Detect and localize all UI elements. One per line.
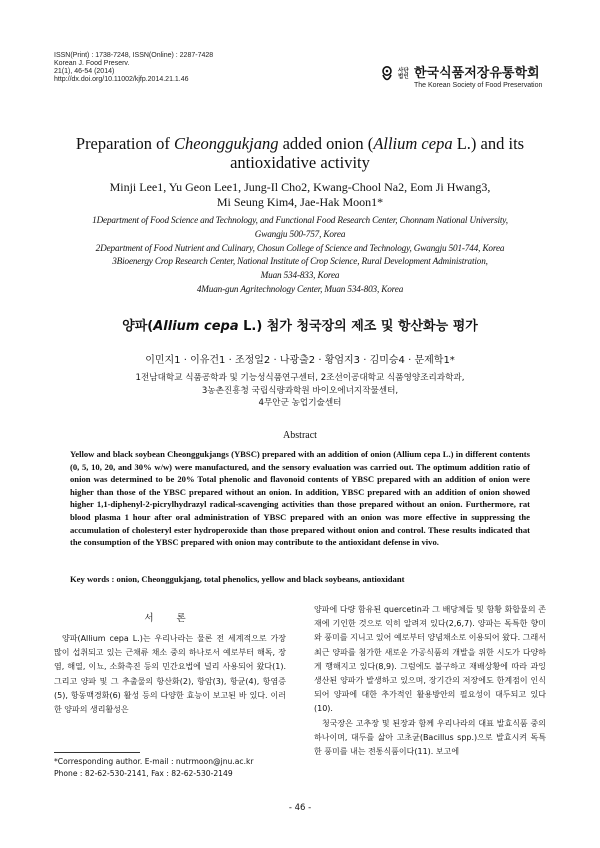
- paper-title: Preparation of Cheonggukjang added onion (Allium cepa L.) and its antioxidative activity: [75, 134, 525, 172]
- journal-name: Korean J. Food Preserv.: [54, 60, 130, 67]
- korean-author-list: 이민지1 · 이유건1 · 조정일2 · 나광출2 · 황엄지3 · 김미승4 · 문제학1*: [145, 355, 455, 366]
- body-paragraph: 청국장은 고추장 및 된장과 함께 우리나라의 대표 발효식품 중의 하나이며, 대두를 삶아 고초균(Bacillus spp.)으로 발효시켜 독특한 풍미를 내는 전통식품이다(11). 보고에: [314, 718, 546, 757]
- volume-line: 21(1), 46-54 (2014): [54, 68, 115, 75]
- journal-info: [54, 52, 314, 84]
- keywords: Key words : onion, Cheonggukjang, total phenolics, yellow and black soybeans, antioxidant: [70, 574, 405, 584]
- section-heading: 서 론: [144, 613, 196, 624]
- doi-link[interactable]: http://dx.doi.org/10.11002/kjfp.2014.21.1.46: [54, 76, 189, 83]
- author-list: [60, 180, 540, 210]
- footnote-email: *Corresponding author. E-mail : nutrmoon@jnu.ac.kr: [54, 757, 254, 766]
- korean-title: 양파(Allium cepa L.) 첨가 청국장의 제조 및 항산화능 평가: [122, 319, 478, 334]
- affiliation-line: 3Bioenergy Crop Research Center, National Institute of Crop Science, Rural Development Administration,: [112, 256, 488, 267]
- author-line: Mi Seung Kim4, Jae-Hak Moon1*: [216, 195, 384, 209]
- corresponding-author-footnote: [54, 756, 294, 779]
- korean-affiliation-line: 1전남대학교 식품공학과 및 기능성식품연구센터, 2조선이공대학교 식품영양조리과학과,: [135, 373, 465, 383]
- society-name-kr: 한국식품저장유통학회: [414, 66, 540, 81]
- abstract-heading: Abstract: [283, 430, 317, 441]
- korean-affiliation-line: 4무안군 농업기술센터: [258, 398, 342, 409]
- affiliation-line: 1Department of Food Science and Technology, and Functional Food Research Center, Chonnam National University,: [92, 215, 508, 225]
- abstract-text: Yellow and black soybean Cheonggukjangs (YBSC) prepared with an addition of onion (Allium cepa L.) in different contents (0, 5, 10, 20, and 30% w/w) were manufactured, and the sensory evaluation was carried out. The optimum addition ratio of onion was determined to be 20% Total phenolic and flavonoid contents of YBSC prepared with an addition of onion were higher than those of the YBSC prepared without an onion. In addition, YBSC prepared with an addition of onion showed higher 1,1-diphenyl-2-picrylhydrazyl radical-scavenging activities than those prepared without an onion. Furthermore, rat blood plasma 1 hour after oral administration of YBSC prepared with an onion was more effective in suppressing the accumulation of cholesteryl ester hydroperoxide than those prepared without onion and control. These results indicated that the consumption of the YBSC prepared with onion may contribute to the antioxidant defense in vivo.: [70, 449, 530, 548]
- affiliation-line: Muan 534-833, Korea: [260, 270, 340, 281]
- author-line: Minji Lee1, Yu Geon Lee1, Jung-Il Cho2, Kwang-Chool Na2, Eom Ji Hwang3,: [109, 180, 491, 194]
- issn-line: ISSN(Print) : 1738-7248, ISSN(Online) : 2287-7428: [54, 52, 214, 59]
- body-paragraph: 양파(Allium cepa L.)는 우리나라는 물론 전 세계적으로 가장 많이 섭취되고 있는 근채류 채소 중의 하나로서 예로부터 해독, 장염, 해열, 이뇨, 소화촉진 등의 민간요법에 널리 사용되어 왔다(1). 그리고 양파 및 그 추출물의 항산화(2), 항암(3), 항균(4), 항염증(5), 항동맥경화(6) 활성 등의 다양한 효능이 보고된 바 있다. 이러한 양파의 생리활성은: [54, 634, 286, 715]
- footnote-divider: [54, 752, 140, 753]
- korean-affiliation-line: 3농촌진흥청 국립식량과학원 바이오에너지작물센터,: [201, 385, 399, 396]
- society-logo: [380, 66, 560, 96]
- society-emblem-icon: [380, 66, 394, 84]
- footnote-phone: Phone : 82-62-530-2141, Fax : 82-62-530-2149: [54, 768, 233, 778]
- society-badge: 사단 법인: [398, 68, 409, 80]
- society-name-en: The Korean Society of Food Preservation: [414, 82, 543, 89]
- affiliation-line: Gwangju 500-757, Korea: [254, 228, 346, 239]
- affiliation-line: 2Department of Food Nutrient and Culinary, Chosun College of Science and Technology, Gwangju 501-744, Korea: [95, 242, 505, 253]
- affiliation-list: [50, 214, 550, 297]
- body-paragraph: 양파에 다량 함유된 quercetin과 그 배당체들 및 함황 화합물의 존재에 기인한 것으로 익히 알려져 있다(2,6,7). 양파는 독특한 향미와 풍미를 지니고 있어 예로부터 양념채소로 이용되어 왔다. 그래서 최근 양파를 첨가한 새로운 가공식품의 개발을 위한 시도가 다양하게 행해지고 있다(8,9). 그럼에도 불구하고 재배상황에 따라 과잉생산된 양파가 발생하고 있으며, 장기간의 저장에도 한계점이 인식되어 양파에 대한 추가적인 활용방안의 필요성이 대두되고 있다(10).: [314, 605, 546, 714]
- page-number: - 46 -: [288, 803, 312, 813]
- affiliation-line: 4Muan-gun Agritechnology Center, Muan 534-803, Korea: [196, 283, 404, 294]
- intro-column-left: [54, 612, 286, 717]
- intro-column-right: [314, 603, 546, 759]
- korean-affiliation-list: [60, 372, 540, 410]
